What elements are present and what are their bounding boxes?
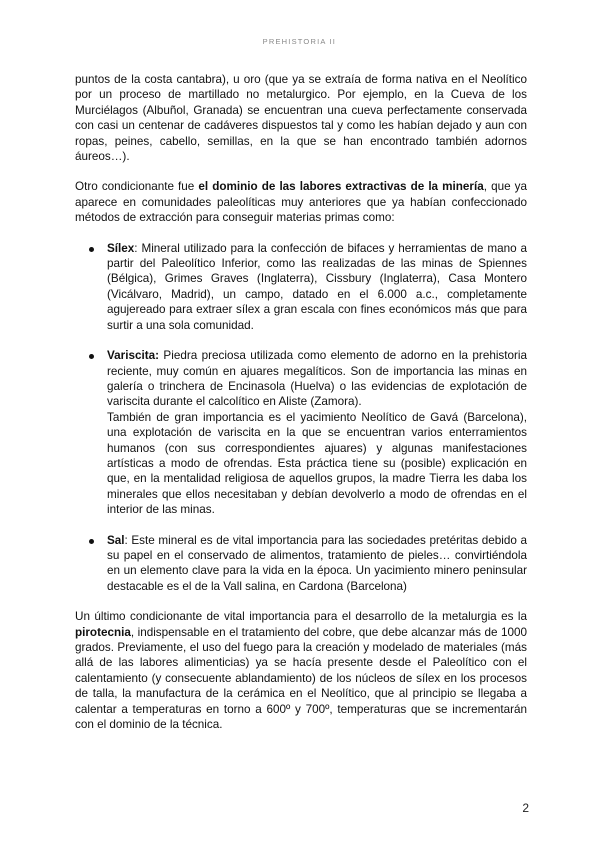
mining-text-after: , que ya aparece en comunidades paleolíticas muy anteriores que ya habían confeccionado métodos de extracción para conseguir materias primas como:: [75, 180, 527, 225]
variscita-term: Variscita:: [107, 349, 159, 363]
intro-paragraph: puntos de la costa cantabra), u oro (que ya se extraía de forma nativa en el Neolítico por un proceso de martillado no metalurgico. Por ejemplo, en la Cueva de los Murciélagos (Albuñol, Granada) se encuentran una cueva perfectamente conservada con casi un centenar de cadáveres dispuestos tal y como les habían dejado y aun con ropas, peines, cabello, semillas, en la que se han encontrado también adornos áureos…).: [75, 73, 527, 164]
page-number: 2: [522, 801, 529, 815]
pyro-emphasis: pirotecnia: [75, 625, 131, 639]
mining-emphasis: el dominio de las labores extractivas de la minería: [198, 180, 484, 194]
silex-term: Sílex: [107, 241, 135, 255]
silex-paragraph: [107, 241, 527, 333]
bullet-icon: [89, 354, 94, 359]
pyro-text-before: Un último condicionante de vital importancia para el desarrollo de la metalurgia es la: [75, 610, 527, 624]
bullet-icon: [89, 539, 94, 544]
sal-text: : Este mineral es de vital importancia para las sociedades pretéritas debido a su papel en el conservado de alimentos, tratamiento de pieles… convirtiéndola en un elemento clave para la vida en la época. Un yacimiento minero peninsular destacable es el de la Vall salina, en Cardona (Barcelona): [107, 533, 527, 593]
list-item-sal: [75, 533, 527, 595]
variscita-text: Piedra preciosa utilizada como elemento de adorno en la prehistoria reciente, muy común en ajuares megalíticos. Son de importancia las minas en galería o trinchera de Encinasola (Huelva) o las evidencias de explotación de variscita durante el calcolítico en Aliste (Zamora).: [107, 349, 527, 409]
list-item-silex: [75, 241, 527, 333]
mining-paragraph: [75, 179, 527, 225]
sal-paragraph: [107, 533, 527, 595]
variscita-paragraph-2: También de gran importancia es el yacimiento Neolítico de Gavá (Barcelona), una explotación de variscita en la que se encuentran varios enterramientos humanos (con sus correspondientes ajuares) y algunas manifestaciones artísticas a modo de ofrendas. Esta práctica tiene su (posible) explicación en que, en la mentalidad religiosa de aquellos grupos, la madre Tierra les daba los minerales que ellos necesitaban y debían devolverlo a modo de ofrendas en el interior de las minas.: [107, 410, 527, 517]
bullet-icon: [89, 247, 94, 252]
silex-text: : Mineral utilizado para la confección de bifaces y herramientas de mano a partir del Paleolítico Inferior, como las realizadas de las minas de Spiennes (Bélgica), Grimes Graves (Inglaterra), Cissbury (Inglaterra), Casa Montero (Vicálvaro, Madrid), un campo, datado en el 6.000 a.c., completamente agujereado para extraer sílex a gran escala con fines económicos más que para surtir a una sola comunidad.: [107, 241, 527, 332]
page-body: [75, 72, 527, 732]
variscita-paragraph: [107, 348, 527, 410]
minerals-list: [75, 241, 527, 595]
list-item-variscita: [75, 348, 527, 517]
pyro-text-after: , indispensable en el tratamiento del cobre, que debe alcanzar más de 1000 grados. Previamente, el uso del fuego para la creación y modelado de materiales (más allá de las labores alimenticias) ya se hacía presente desde el Paleolítico con el calentamiento (y consecuente ablandamiento) de los núcleos de sílex en los procesos de talla, la manufactura de la cerámica en el Neolítico, que al principio se llegaba a calentar a temperaturas en torno a 600º y 700º, temperaturas que se incrementarán con el dominio de la técnica.: [75, 625, 527, 732]
running-header: PREHISTORIA II: [262, 37, 336, 46]
mining-text-before: Otro condicionante fue: [75, 180, 199, 194]
pyro-paragraph: [75, 609, 527, 732]
sal-term: Sal: [107, 533, 125, 547]
